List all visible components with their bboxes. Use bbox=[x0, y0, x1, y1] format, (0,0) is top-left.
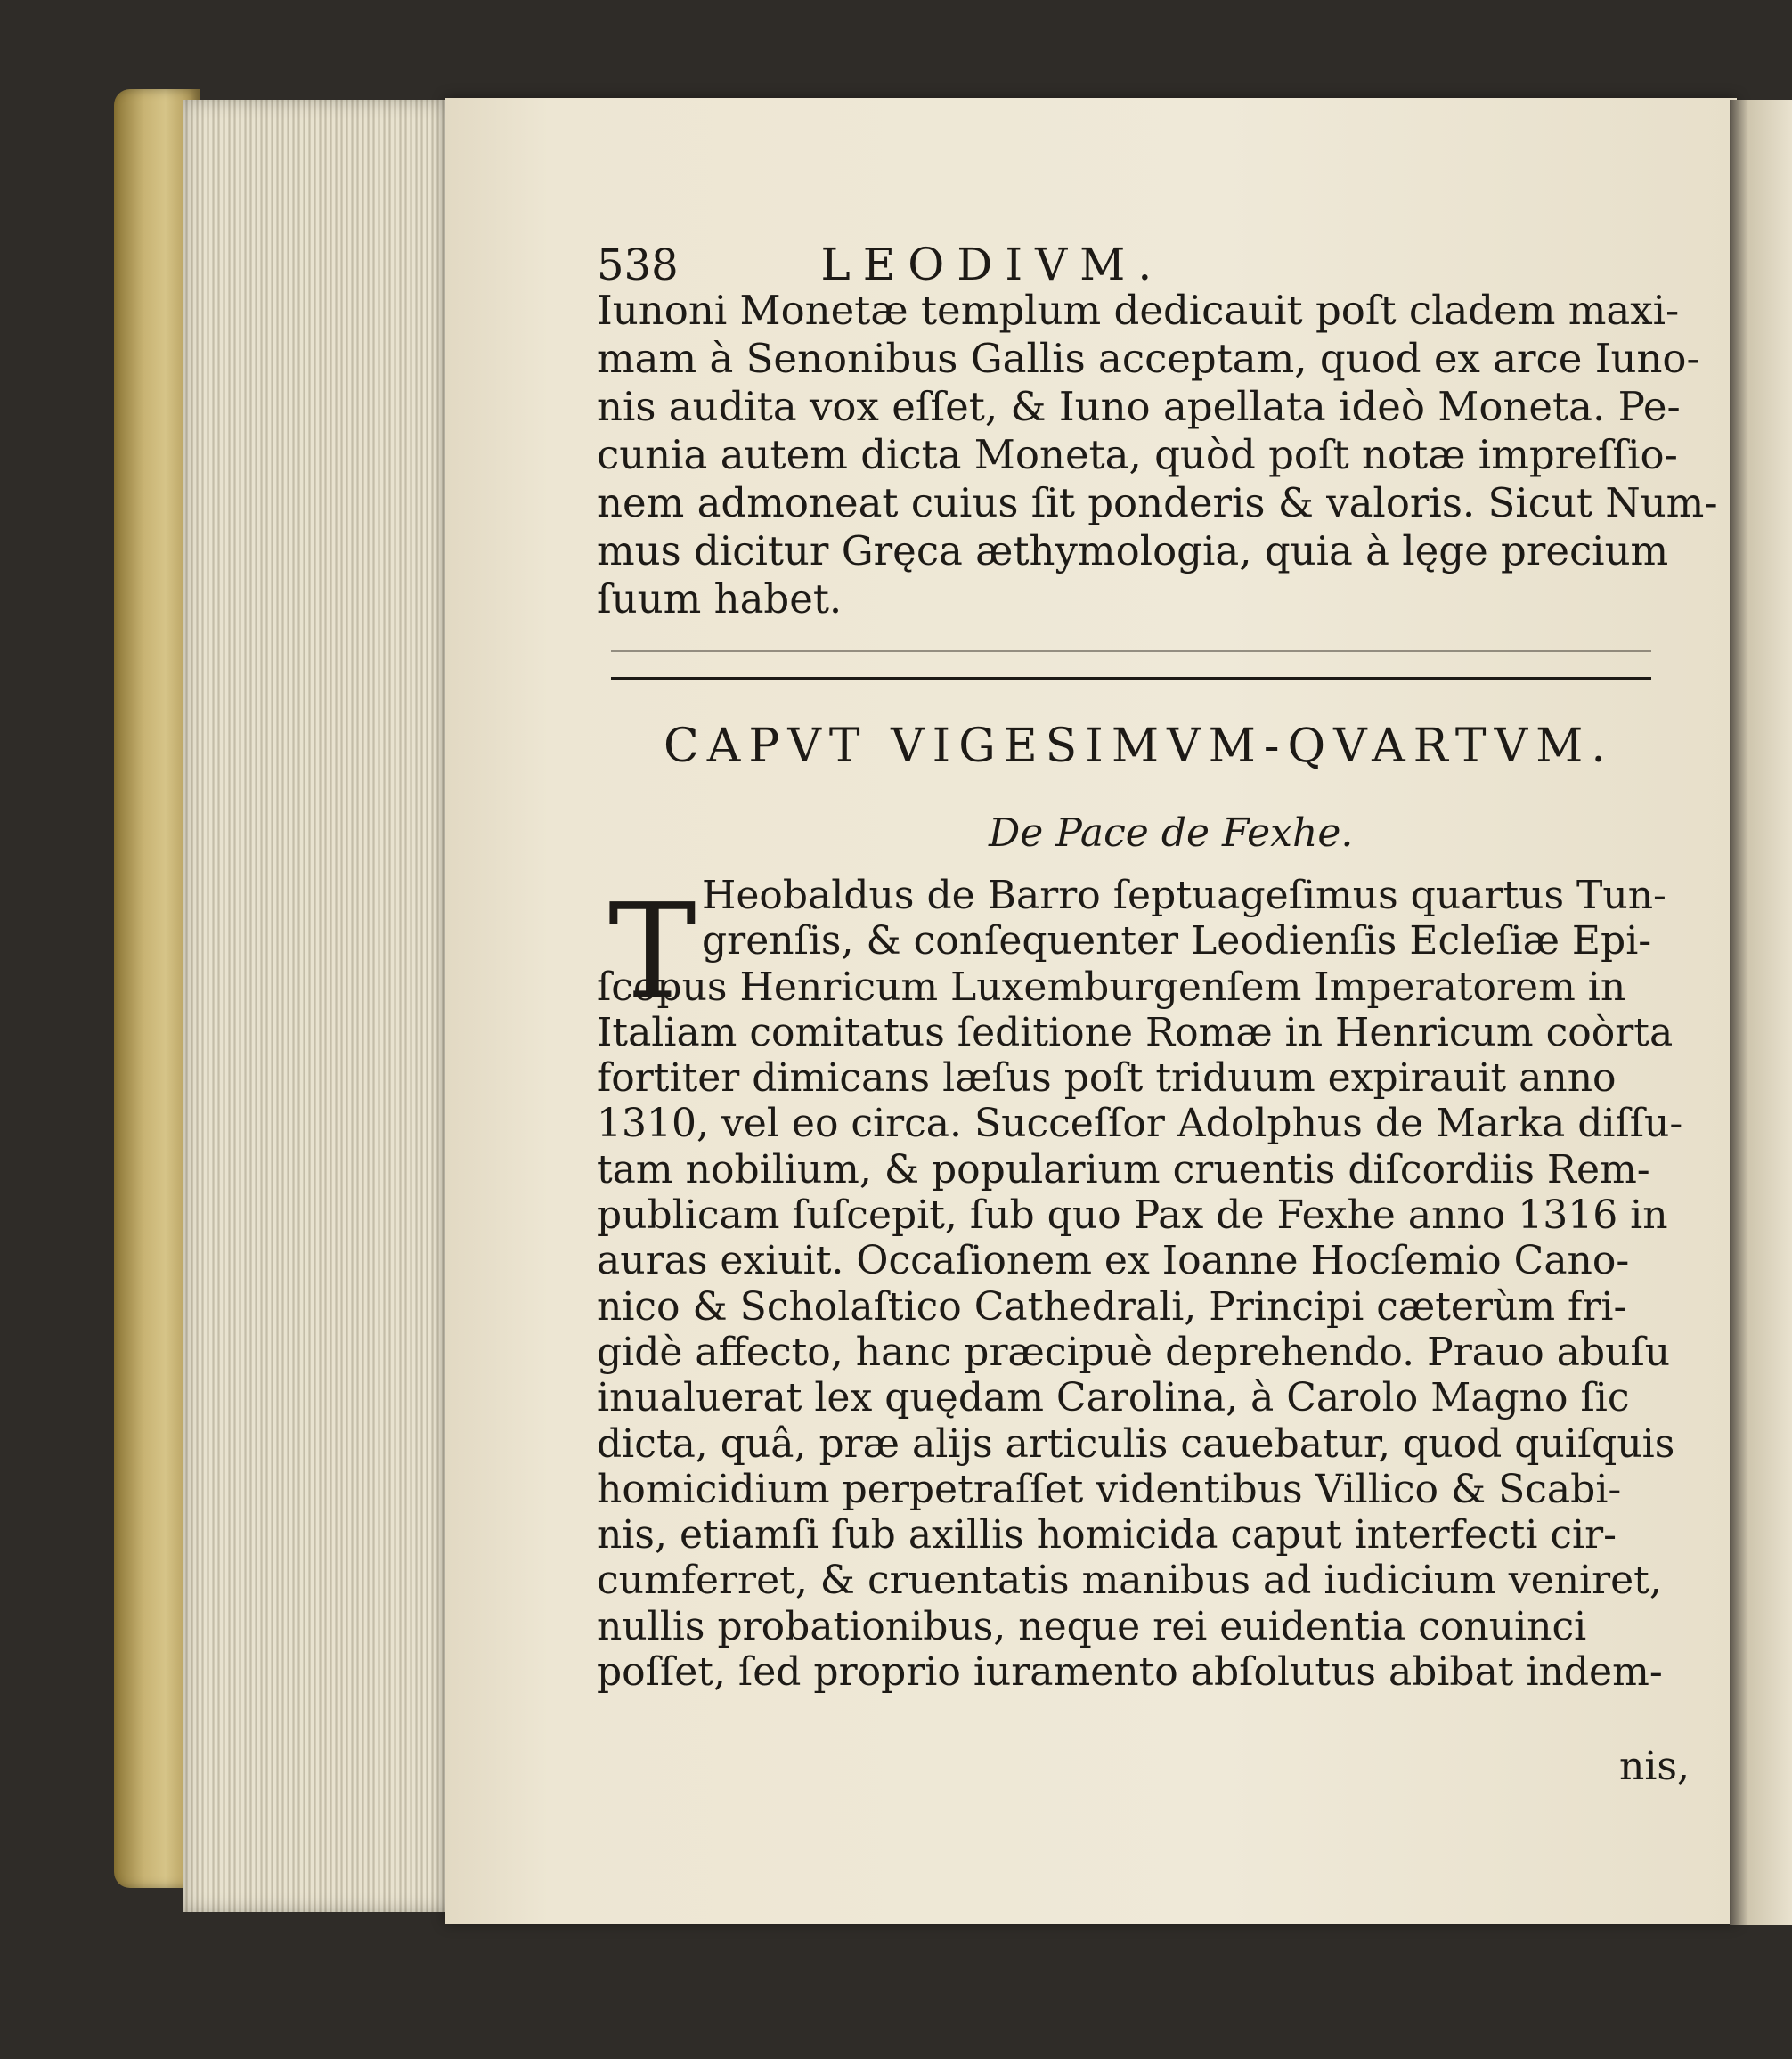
body-paragraph bbox=[597, 873, 1682, 1695]
text-line: dicta, quâ, præ alijs articulis cauebatur, quod quiſquis bbox=[597, 1420, 1675, 1467]
thin-rule bbox=[611, 650, 1651, 652]
drop-cap: T bbox=[608, 875, 696, 1029]
running-title: LEODIVM. bbox=[820, 239, 1165, 290]
running-head bbox=[597, 239, 1164, 290]
text-line: mam à Senonibus Gallis acceptam, quod ex arce Iuno- bbox=[597, 335, 1700, 382]
next-page-edge bbox=[1730, 100, 1792, 1925]
text-line: Heobaldus de Barro ſeptuageſimus quartus Tun- bbox=[702, 873, 1666, 918]
text-line: mus dicitur Gręca æthymologia, quia à lęge precium bbox=[597, 527, 1669, 574]
section-rule bbox=[611, 677, 1651, 680]
chapter-subtitle: De Pace de Fexhe. bbox=[989, 810, 1354, 856]
text-line: homicidium perpetraſſet videntibus Villico & Scabi- bbox=[597, 1466, 1622, 1512]
text-line: cumferret, & cruentatis manibus ad iudicium veniret, bbox=[597, 1558, 1662, 1604]
top-paragraph bbox=[597, 287, 1718, 623]
text-line: fortiter dimicans læſus poſt triduum expirauit anno bbox=[597, 1055, 1617, 1102]
text-line: poſſet, ſed proprio iuramento abſolutus abibat indem- bbox=[597, 1649, 1663, 1696]
text-line: cunia autem dicta Moneta, quòd poſt notæ impreſſio- bbox=[597, 431, 1678, 478]
text-line: Iunoni Monetæ templum dedicauit poſt cladem maxi- bbox=[597, 287, 1680, 334]
text-line: nem admoneat cuius ſit ponderis & valoris. Sicut Num- bbox=[597, 479, 1718, 526]
text-line: Italiam comitatus ſeditione Romæ in Henricum coòrta bbox=[597, 1009, 1674, 1055]
text-line: tam nobilium, & popularium cruentis diſcordiis Rem- bbox=[597, 1146, 1650, 1192]
text-line: nis, etiamſi ſub axillis homicida caput interfecti cir- bbox=[597, 1512, 1617, 1558]
text-line: 1310, vel eo circa. Succeſſor Adolphus de Marka diſſu- bbox=[597, 1101, 1683, 1147]
text-line: ſcopus Henricum Luxemburgenſem Imperatorem in bbox=[597, 964, 1626, 1010]
text-line: auras exiuit. Occaſionem ex Ioanne Hocſemio Cano- bbox=[597, 1238, 1630, 1284]
text-line: publicam ſuſcepit, ſub quo Pax de Fexhe anno 1316 in bbox=[597, 1192, 1668, 1239]
text-line: nullis probationibus, neque rei euidentia conuinci bbox=[597, 1603, 1587, 1649]
text-line: nis audita vox eſſet, & Iuno apellata ideò Moneta. Pe- bbox=[597, 383, 1681, 430]
chapter-heading: CAPVT VIGESIMVM-QVARTVM. bbox=[664, 720, 1614, 773]
text-line: gidè affecto, hanc præcipuè deprehendo. Prauo abuſu bbox=[597, 1329, 1671, 1375]
page-number: 538 bbox=[597, 240, 679, 290]
text-line: grenſis, & conſequenter Leodienſis Ecleſiæ Epi- bbox=[702, 918, 1652, 964]
catchword: nis, bbox=[1619, 1744, 1690, 1789]
page-edges bbox=[183, 100, 454, 1912]
text-line: nico & Scholaſtico Cathedrali, Principi cæterùm fri- bbox=[597, 1283, 1627, 1330]
text-line: inualuerat lex quędam Carolina, à Carolo Magno ſic bbox=[597, 1375, 1630, 1421]
text-line: ſuum habet. bbox=[597, 575, 843, 623]
